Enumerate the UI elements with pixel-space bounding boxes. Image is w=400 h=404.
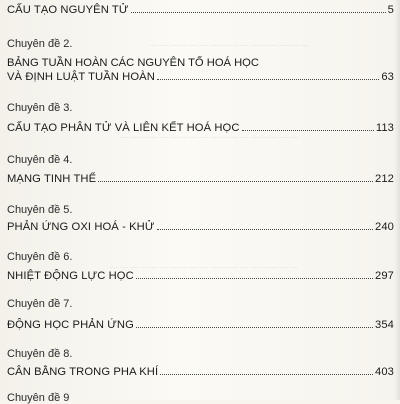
- dot-leader: [160, 374, 373, 375]
- bleed-through-text: — — — — — — — — — — — — — — — — — — —: [110, 262, 298, 271]
- chapter-number: Chuyên đề 5.: [7, 204, 73, 216]
- toc-page-number: 403: [375, 366, 394, 378]
- dot-leader: [136, 327, 373, 328]
- chapter-number: Chuyên đề 8.: [7, 348, 73, 360]
- toc-entry-2: [7, 71, 394, 83]
- toc-entry-3: [7, 122, 394, 134]
- chapter-number: Chuyên đề 2.: [7, 38, 73, 50]
- bleed-through-text: — — — — — — — — — — — — — — — —: [150, 40, 308, 49]
- chapter-number: Chuyên đề 3.: [7, 102, 73, 114]
- toc-title: MẠNG TINH THỂ: [7, 173, 97, 185]
- toc-page-number: 63: [381, 71, 394, 83]
- dot-leader: [242, 130, 374, 131]
- toc-entry-4: [7, 173, 394, 185]
- toc-page-number: 5: [387, 4, 394, 16]
- toc-entry-6: [7, 270, 394, 282]
- page-edge-shadow: [394, 0, 400, 400]
- toc-title: CÂN BẰNG TRONG PHA KHÍ: [7, 366, 159, 378]
- toc-title: VÀ ĐỊNH LUẬT TUẦN HOÀN: [7, 71, 155, 83]
- toc-page-number: 113: [375, 122, 394, 134]
- toc-title: ĐỘNG HỌC PHẢN ỨNG: [7, 319, 134, 331]
- toc-page-number: 212: [375, 173, 394, 185]
- toc-page-number: 240: [375, 221, 394, 233]
- toc-entry-5: [7, 221, 394, 233]
- chapter-number: Chuyên đề 4.: [7, 154, 73, 166]
- toc-title: NHIỆT ĐỘNG LỰC HỌC: [7, 270, 134, 282]
- dot-leader: [131, 12, 386, 13]
- dot-leader: [98, 181, 373, 182]
- toc-entry-7: [7, 319, 394, 331]
- chapter-number: Chuyên đề 7.: [7, 298, 73, 310]
- toc-page-number: 297: [375, 270, 394, 282]
- dot-leader: [157, 79, 379, 80]
- toc-title-line1: BẢNG TUẦN HOÀN CÁC NGUYÊN TỐ HOÁ HỌC: [7, 57, 259, 69]
- chapter-number: Chuyên đề 6.: [7, 251, 73, 263]
- toc-title: CẤU TẠO NGUYÊN TỬ: [7, 4, 129, 16]
- toc-entry-8: [7, 366, 394, 378]
- bleed-through-text: — — — — — — — — — — — — — — — — — —: [120, 132, 298, 141]
- toc-page-number: 354: [375, 319, 394, 331]
- dot-leader: [136, 278, 373, 279]
- toc-entry-1: [7, 4, 394, 16]
- dot-leader: [157, 229, 374, 230]
- chapter-number: Chuyên đề 9: [7, 392, 70, 404]
- toc-title: PHẢN ỨNG OXI HOÁ - KHỬ: [7, 221, 155, 233]
- toc-title: CẤU TẠO PHÂN TỬ VÀ LIÊN KẾT HOÁ HỌC: [7, 122, 240, 134]
